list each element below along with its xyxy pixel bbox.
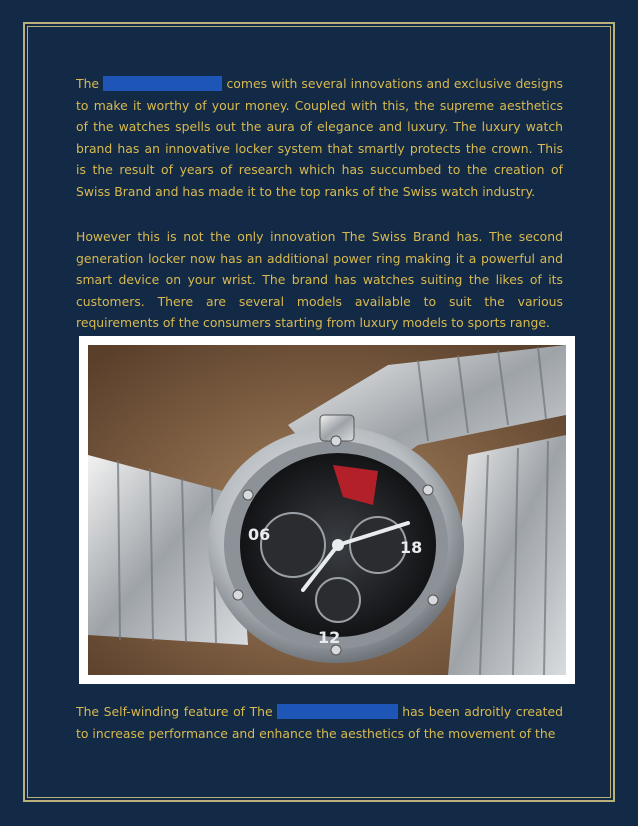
paragraph-3 <box>76 701 563 744</box>
watch-image <box>88 345 566 675</box>
svg-text:06: 06 <box>248 525 271 544</box>
swiss-watch-brand-link-1[interactable]: Swiss Watch brand <box>104 76 222 91</box>
paragraph-1-body: comes with several innovations and exclusive designs to make it worthy of your money. Coupled with this, the supreme aesthetics of the watches spells out the aura of elegance and luxury. The luxury watch brand has an innovative locker system that smartly protects the crown. This is the result of years of research which has succumbed to the creation of Swiss Brand and has made it to the top ranks of the Swiss watch industry. <box>76 76 564 199</box>
svg-text:12: 12 <box>318 628 341 647</box>
paragraph-3-lead: The Self-winding feature of The <box>76 704 278 719</box>
swiss-watch-brand-link-2[interactable]: Swiss Watch brand <box>278 704 397 719</box>
paragraph-1 <box>76 73 563 202</box>
paragraph-3-body: has been adroitly created to increase performance and enhance the aesthetics of the movement of the <box>76 704 563 741</box>
paragraph-1-lead: The <box>76 76 104 91</box>
watch-photo-frame <box>79 336 575 684</box>
paragraph-2-body: However this is not the only innovation The Swiss Brand has. The second generation locker now has an additional power ring making it a powerful and smart device on your wrist. The brand has watches suiting the likes of its customers. There are several models available to suit the various requirements of the consumers starting from luxury models to sports range. <box>76 229 563 330</box>
svg-text:18: 18 <box>400 538 423 557</box>
paragraph-2 <box>76 226 563 334</box>
